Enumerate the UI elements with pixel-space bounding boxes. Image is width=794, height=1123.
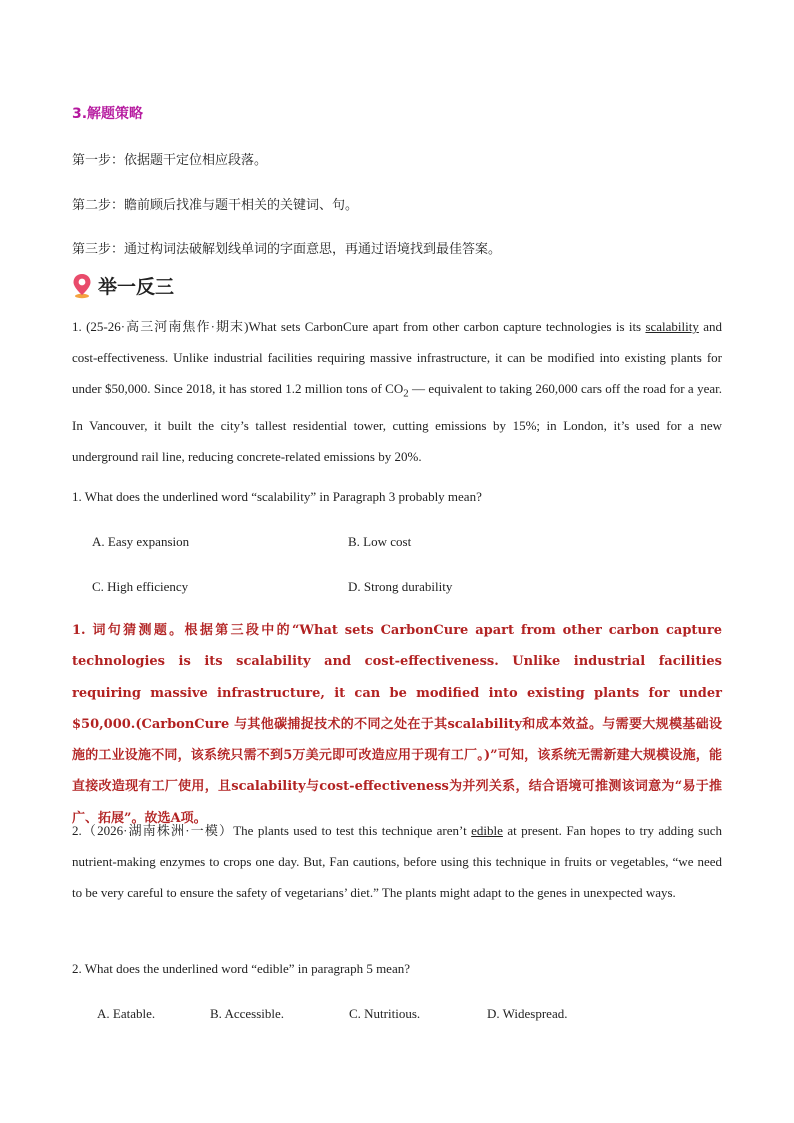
q1-question: 1. What does the underlined word “scalability” in Paragraph 3 probably mean? <box>72 489 482 504</box>
q2-option-d: D. Widespread. <box>487 1006 568 1021</box>
q2-option-a: A. Eatable. <box>97 1006 156 1021</box>
q1-answer-explanation: 1. 词句猜测题。根据第三段中的“What sets CarbonCure apart from other carbon capture technologies is its scalability and cost-effectiveness. Unlike industrial facilities requiring massive infrastructure, it can be modified into existing plants for under $50,000.(CarbonCure 与其他碳捕捉技术的不同之处在于其scalability和成本效益。与需要大规模基础设施的工业设施不同，该系统只需不到5万美元即可改造应用于现有工厂。)”可知，该系统无需新建大规模设施，能直接改造现有工厂使用，且scalability与cost-effectiveness为并列关系，结合语境可推测该词意为“易于推广、拓展”。故选A项。 <box>72 623 722 826</box>
q1-option-a: A. Easy expansion <box>92 534 190 549</box>
q1-passage-mid: and cost-effectiveness. Unlike industrial facilities requiring massive infrastructure, it can be modified into existing plants for under $50,000. Since 2018, it has stored 1.2 million tons of CO <box>72 319 722 396</box>
q1-subscript: 2 <box>403 387 409 400</box>
q2-source: 2.（2026·湖南株洲·一模） <box>72 823 234 838</box>
step-3: 第三步：通过构词法破解划线单词的字面意思，再通过语境找到最佳答案。 <box>72 242 502 257</box>
q2-option-c: C. Nutritious. <box>349 1006 421 1021</box>
q1-option-d: D. Strong durability <box>348 579 453 594</box>
q1-underlined-word: scalability <box>645 319 699 334</box>
section-title: 3.解题策略 <box>72 106 144 122</box>
q2-passage-before: The plants used to test this technique aren’t <box>233 823 472 838</box>
location-pin-icon <box>72 273 92 299</box>
q1-passage-before: What sets CarbonCure apart from other carbon capture technologies is its <box>248 319 646 334</box>
q1-option-c: C. High efficiency <box>92 579 189 594</box>
step-2: 第二步：瞻前顾后找准与题干相关的关键词、句。 <box>72 198 359 213</box>
q2-question: 2. What does the underlined word “edible” in paragraph 5 mean? <box>72 961 410 976</box>
step-1: 第一步：依据题干定位相应段落。 <box>72 153 268 168</box>
q2-underlined-word: edible <box>471 823 503 838</box>
q2-passage-after: at present. Fan hopes to try adding such nutrient-making enzymes to crops one day. But, Fan cautions, before using this technique in fruits or vegetables, “we need to be very careful to ensure the safety of vegetarians’ diet.” The plants might adapt to the genes in unexpected ways. <box>72 823 722 900</box>
q1-passage-after: — equivalent to taking 260,000 cars off the road for a year. In Vancouver, it built the city’s tallest residential tower, cutting emissions by 15%; in London, it’s used for a new underground rail line, reducing concrete-related emissions by 20%. <box>72 381 722 464</box>
q1-passage <box>72 311 722 472</box>
section-banner <box>72 272 174 299</box>
q1-source: 1. (25-26·高三河南焦作·期末) <box>72 319 249 334</box>
banner-title: 举一反三 <box>98 276 175 298</box>
q2-passage <box>72 815 722 908</box>
q1-option-b: B. Low cost <box>348 534 412 549</box>
q2-option-b: B. Accessible. <box>210 1006 285 1021</box>
